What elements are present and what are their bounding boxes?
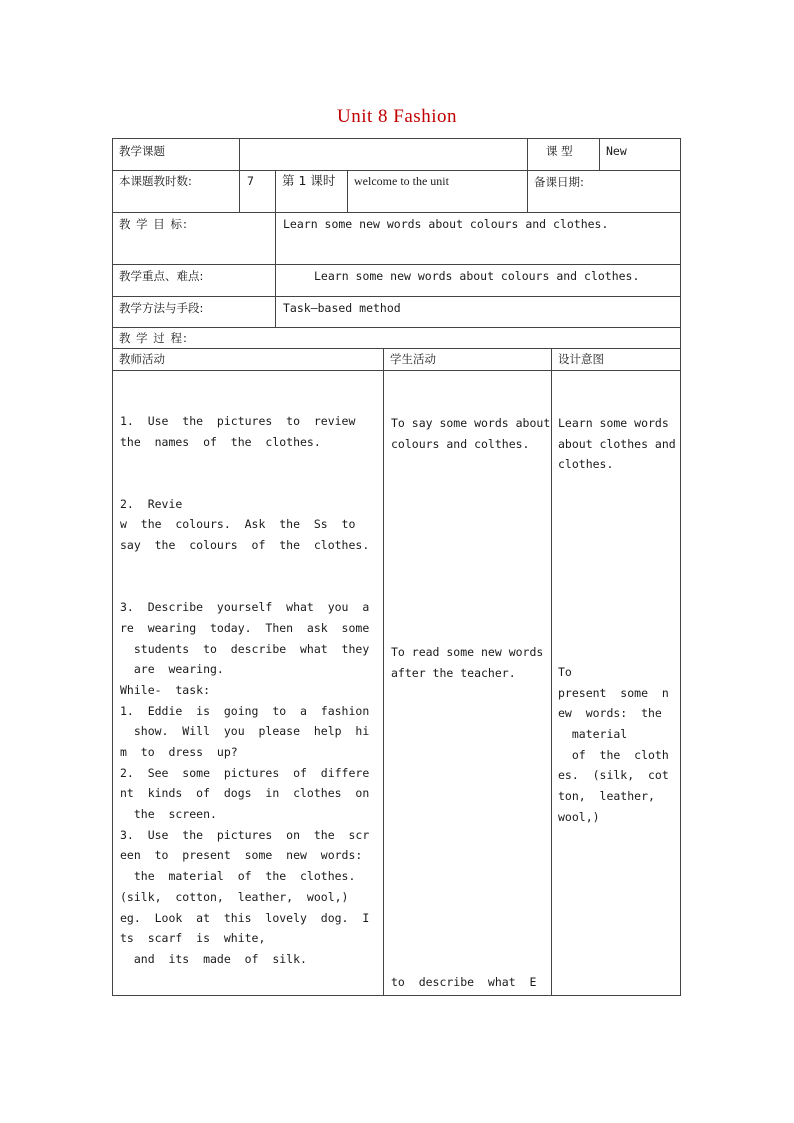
teacher-activity-line: 3. Describe yourself what you a <box>120 600 370 615</box>
col-divider <box>347 170 348 212</box>
design-intent-line: ton, leather, <box>558 789 655 804</box>
teacher-activity-line <box>120 473 369 494</box>
student-activity-line: To read some new words <box>391 645 544 659</box>
topic-label: 教学课题 <box>119 144 165 158</box>
teacher-activity-line: re wearing today. Then ask some <box>120 620 370 635</box>
teacher-activity-line <box>120 452 369 473</box>
student-activity-header: 学生活动 <box>390 352 436 366</box>
row-divider <box>112 296 681 297</box>
methods-label: 教学方法与手段: <box>119 301 204 315</box>
teacher-activity-line: show. Will you please help hi <box>120 724 370 739</box>
teacher-activity-line: students to describe what they <box>120 641 370 656</box>
design-intent-1 <box>558 413 676 475</box>
teacher-activity-line: are wearing. <box>120 662 224 677</box>
teacher-activities <box>120 411 369 970</box>
teacher-activity-line: and its made of silk. <box>120 951 307 966</box>
teacher-activity-line: say the colours of the clothes. <box>120 538 370 553</box>
process-label: 教 学 过 程: <box>119 331 188 345</box>
col-divider <box>527 138 528 170</box>
teacher-activity-line: 1. Use the pictures to review <box>120 414 356 428</box>
design-intent-line: about clothes and <box>558 436 676 451</box>
student-activity-line: colours and colthes. <box>391 436 530 451</box>
col-divider <box>239 138 240 170</box>
student-activities-1 <box>391 413 550 454</box>
row-divider <box>112 370 681 371</box>
page-title: Unit 8 Fashion <box>337 106 457 127</box>
hours-count: 7 <box>247 174 254 188</box>
col-divider <box>239 170 240 212</box>
teacher-activity-line: While- task: <box>120 682 211 697</box>
objectives-label: 教 学 目 标: <box>119 217 188 231</box>
design-intent-header: 设计意图 <box>558 352 604 366</box>
lesson-name: welcome to the unit <box>354 174 449 188</box>
teacher-activity-line: 2. Revie <box>120 496 183 511</box>
teacher-activity-line: 2. See some pictures of differe <box>120 765 370 780</box>
student-activity-line: to describe what E <box>391 975 537 989</box>
period-label: 第 1 课时 <box>282 173 336 188</box>
teacher-activity-line: m to dress up? <box>120 745 238 759</box>
design-intent-line: material <box>558 727 628 742</box>
teacher-activity-line <box>120 577 369 598</box>
objectives-value: Learn some new words about colours and clothes. <box>283 217 609 231</box>
col-divider <box>275 212 276 327</box>
teacher-activity-line <box>120 556 369 577</box>
teacher-activity-line: een to present some new words: <box>120 848 363 863</box>
col-divider <box>599 138 600 170</box>
teacher-activity-line: (silk, cotton, leather, wool,) <box>120 889 349 904</box>
row-divider <box>112 264 681 265</box>
teacher-activity-line: 1. Eddie is going to a fashion <box>120 703 370 718</box>
design-intent-line: wool,) <box>558 809 600 824</box>
col-divider <box>383 348 384 996</box>
design-intent-line: clothes. <box>558 457 614 472</box>
design-intent-line: ew words: the <box>558 706 662 721</box>
teacher-activity-line: the names of the clothes. <box>120 434 321 449</box>
teacher-activity-line: ts scarf is white, <box>120 931 266 946</box>
teacher-activity-line: w the colours. Ask the Ss to <box>120 517 356 532</box>
design-intent-line: present some n <box>558 685 669 700</box>
col-divider <box>527 170 528 212</box>
row-divider <box>112 212 681 213</box>
student-activities-2 <box>391 642 543 683</box>
lesson-type-label: 课 型 <box>546 144 573 158</box>
student-activity-line: after the teacher. <box>391 665 516 680</box>
prep-date-label: 备课日期: <box>534 175 584 189</box>
key-points-value: Learn some new words about colours and clothes. <box>314 269 640 283</box>
teacher-activity-line: the material of the clothes. <box>120 869 356 884</box>
lesson-type-value: New <box>606 144 627 158</box>
teacher-activity-header: 教师活动 <box>119 352 165 366</box>
design-intent-2 <box>558 662 669 828</box>
col-divider <box>551 348 552 996</box>
design-intent-line: To <box>558 665 572 679</box>
teacher-activity-line: 3. Use the pictures on the scr <box>120 827 370 842</box>
teacher-activity-line: the screen. <box>120 807 217 822</box>
row-divider <box>112 327 681 328</box>
student-activity-line: To say some words about <box>391 416 551 430</box>
teacher-activity-line: nt kinds of dogs in clothes on <box>120 786 370 801</box>
methods-value: Task—based method <box>283 301 401 315</box>
col-divider <box>275 170 276 212</box>
design-intent-line: Learn some words <box>558 416 669 430</box>
design-intent-line: of the cloth <box>558 747 669 762</box>
design-intent-line: es. (silk, cot <box>558 768 669 783</box>
teacher-activity-line: eg. Look at this lovely dog. I <box>120 910 370 925</box>
key-points-label: 教学重点、难点: <box>119 269 204 283</box>
hours-label: 本课题教时数: <box>119 174 192 188</box>
